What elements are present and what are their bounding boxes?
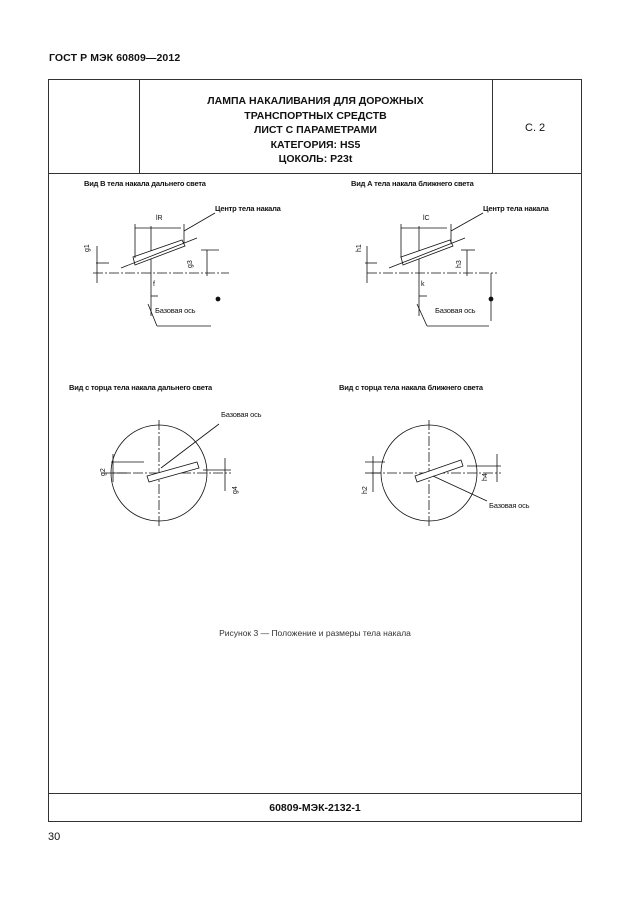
- sheet-code: 60809-МЭК-2132-1: [269, 802, 361, 814]
- center-label-right: Центр тела накала: [483, 204, 549, 213]
- dim-lc: lC: [423, 215, 430, 222]
- end-view-low-beam: [362, 420, 501, 528]
- title-line-4: КАТЕГОРИЯ: HS5: [270, 138, 361, 151]
- header-right-divider: [492, 80, 493, 173]
- base-axis-label-2: Базовая ось: [435, 306, 476, 315]
- title-line-3: ЛИСТ С ПАРАМЕТРАМИ: [254, 124, 377, 136]
- title-line-5: ЦОКОЛЬ: P23t: [278, 153, 353, 165]
- end-view-high-title: Вид с торца тела накала дальнего света: [69, 383, 213, 392]
- sheet-number: С. 2: [525, 122, 546, 134]
- technical-drawing: [49, 176, 581, 536]
- dim-g1: g1: [84, 244, 91, 252]
- dim-f: f: [153, 281, 155, 288]
- base-axis-label-1: Базовая ось: [155, 306, 196, 315]
- view-b-title: Вид В тела накала дальнего света: [84, 179, 206, 188]
- dim-h1: h1: [356, 244, 363, 252]
- footer-divider: [49, 793, 581, 794]
- base-axis-label-3: Базовая ось: [221, 410, 262, 419]
- title-line-2: ТРАНСПОРТНЫХ СРЕДСТВ: [244, 109, 387, 122]
- page-number: 30: [48, 831, 61, 843]
- view-a-side: [356, 213, 497, 326]
- view-b-side: [84, 213, 229, 326]
- dim-k: k: [421, 281, 425, 288]
- dim-h4: h4: [482, 473, 489, 481]
- sheet-title: [139, 94, 492, 167]
- end-view-high-beam: [100, 420, 239, 528]
- header-divider: [49, 173, 581, 174]
- end-view-low-title: Вид с торца тела накала ближнего света: [339, 383, 483, 392]
- base-axis-label-4: Базовая ось: [489, 501, 530, 510]
- figure-caption: Рисунок 3 — Положение и размеры тела накала: [219, 628, 411, 638]
- document-code: ГОСТ Р МЭК 60809—2012: [49, 52, 181, 64]
- dim-g4: g4: [232, 486, 239, 494]
- view-a-title: Вид А тела накала ближнего света: [351, 179, 474, 188]
- dim-g3: g3: [187, 260, 194, 268]
- dim-h2: h2: [362, 486, 369, 494]
- dim-h3: h3: [456, 260, 463, 268]
- title-line-1: ЛАМПА НАКАЛИВАНИЯ ДЛЯ ДОРОЖНЫХ: [207, 95, 424, 107]
- sheet-frame: [48, 79, 582, 822]
- center-label-left: Центр тела накала: [215, 204, 281, 213]
- dim-lr: lR: [156, 215, 163, 222]
- dim-g2: g2: [100, 468, 107, 476]
- filament-drawings: [49, 176, 581, 638]
